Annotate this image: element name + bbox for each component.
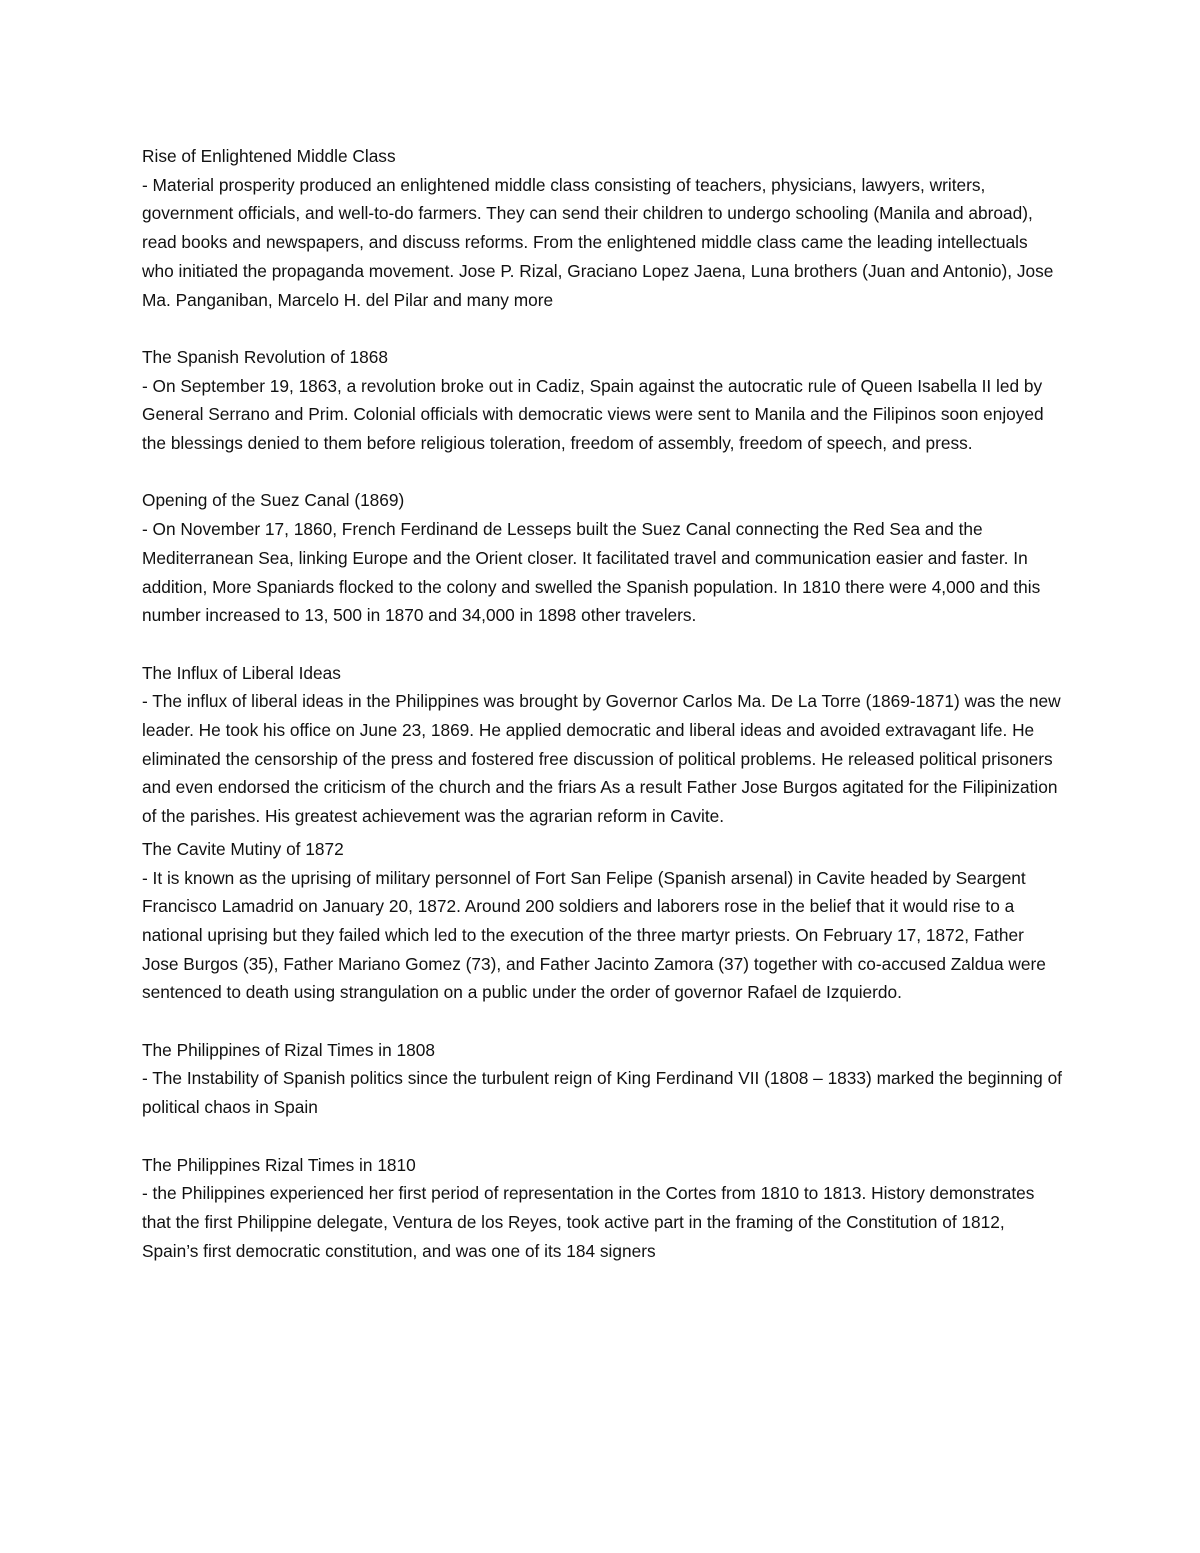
section-body: - Material prosperity produced an enlightened middle class consisting of teachers, physicians, lawyers, writers, government officials, and well-to-do farmers. They can send their children to undergo schooling (Manila and abroad), read books and newspapers, and discuss reforms. From the enlightened middle class came the leading intellectuals who initiated the propaganda movement. Jose P. Rizal, Graciano Lopez Jaena, Luna brothers (Juan and Antonio), Jose Ma. Panganiban, Marcelo H. del Pilar and many more	[142, 174, 1054, 310]
section-heading: The Philippines of Rizal Times in 1808	[142, 1039, 435, 1060]
section-body: - The Instability of Spanish politics since the turbulent reign of King Ferdinand VII (1808 – 1833) marked the beginning of political chaos in Spain	[142, 1068, 1062, 1118]
section-rizal-times-1808	[142, 1036, 1062, 1122]
section-body: - the Philippines experienced her first period of representation in the Cortes from 1810 to 1813. History demonstrates that the first Philippine delegate, Ventura de los Reyes, took active part in the framing of the Constitution of 1812, Spain’s first democratic constitution, and was one of its 184 signers	[142, 1183, 1035, 1261]
section-heading: The Cavite Mutiny of 1872	[142, 838, 344, 859]
section-rizal-times-1810	[142, 1151, 1062, 1266]
section-cavite-mutiny	[142, 835, 1062, 1007]
section-heading: The Philippines Rizal Times in 1810	[142, 1154, 416, 1175]
section-heading: The Influx of Liberal Ideas	[142, 662, 341, 683]
section-body: - The influx of liberal ideas in the Philippines was brought by Governor Carlos Ma. De La Torre (1869-1871) was the new leader. He took his office on June 23, 1869. He applied democratic and liberal ideas and avoided extravagant life. He eliminated the censorship of the press and fostered free discussion of political problems. He released political prisoners and even endorsed the criticism of the church and the friars As a result Father Jose Burgos agitated for the Filipinization of the parishes. His greatest achievement was the agrarian reform in Cavite.	[142, 691, 1061, 827]
section-body: - On September 19, 1863, a revolution broke out in Cadiz, Spain against the autocratic rule of Queen Isabella II led by General Serrano and Prim. Colonial officials with democratic views were sent to Manila and the Filipinos soon enjoyed the blessings denied to them before religious toleration, freedom of assembly, freedom of speech, and press.	[142, 375, 1044, 454]
section-body: - On November 17, 1860, French Ferdinand de Lesseps built the Suez Canal connecting the Red Sea and the Mediterranean Sea, linking Europe and the Orient closer. It facilitated travel and communication easier and faster. In addition, More Spaniards flocked to the colony and swelled the Spanish population. In 1810 there were 4,000 and this number increased to 13, 500 in 1870 and 34,000 in 1898 other travelers.	[142, 519, 1041, 626]
section-liberal-ideas	[142, 659, 1062, 831]
section-suez-canal	[142, 486, 1062, 630]
section-heading: Opening of the Suez Canal (1869)	[142, 490, 405, 511]
document-page	[142, 142, 1062, 1294]
section-heading: The Spanish Revolution of 1868	[142, 346, 388, 367]
section-heading: Rise of Enlightened Middle Class	[142, 146, 396, 166]
section-middle-class	[142, 142, 1062, 314]
section-spanish-revolution	[142, 343, 1062, 458]
section-body: - It is known as the uprising of military personnel of Fort San Felipe (Spanish arsenal) in Cavite headed by Seargent Francisco Lamadrid on January 20, 1872. Around 200 soldiers and laborers rose in the belief that it would rise to a national uprising but they failed which led to the execution of the three martyr priests. On February 17, 1872, Father Jose Burgos (35), Father Mariano Gomez (73), and Father Jacinto Zamora (37) together with co-accused Zaldua were sentenced to death using strangulation on a public under the order of governor Rafael de Izquierdo.	[142, 867, 1046, 1003]
